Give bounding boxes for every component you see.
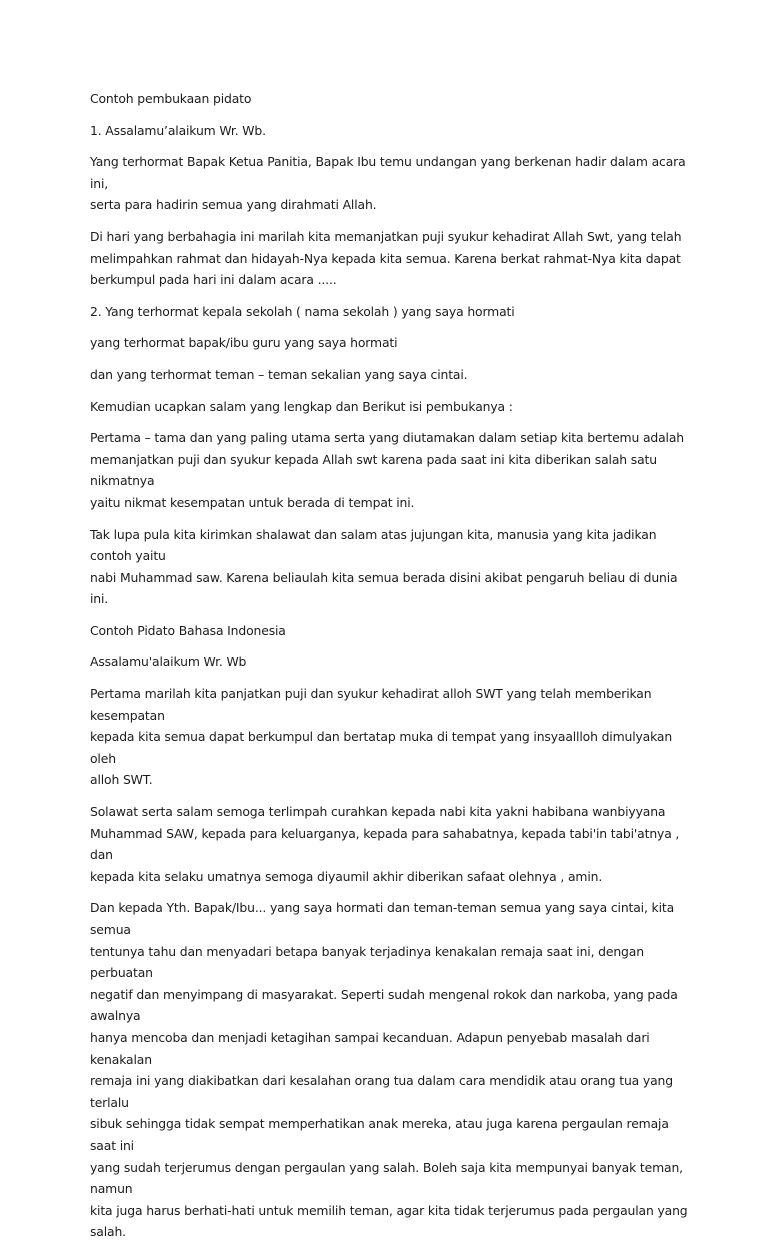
line-teman-teman: dan yang terhormat teman – teman sekalian yang saya cintai.	[90, 366, 468, 382]
paragraph-hari-berbahagia: Di hari yang berbahagia ini marilah kita memanjatkan puji syukur kehadirat Allah Swt, yang telah melimpahkan rahmat dan hidayah-Nya kepada kita semua. Karena berkat rahmat-Nya kita dapat berkumpul pada hari ini dalam acara .....	[90, 228, 682, 288]
heading-contoh-pembukaan: Contoh pembukaan pidato	[90, 91, 252, 106]
paragraph-solawat: Solawat serta salam semoga terlimpah curahkan kepada nabi kita yakni habibana wanbiyyana Muhammad SAW, kepada para keluarganya, kepada para sahabatnya, kepada tabi'in tabi'atnya , dan kepada kita selaku umatnya semoga diyaumil akhir diberikan safaat olehnya , amin.	[90, 804, 680, 884]
line-bapak-ibu-guru: yang terhormat bapak/ibu guru yang saya hormati	[90, 335, 398, 351]
paragraph-yang-terhormat: Yang terhormat Bapak Ketua Panitia, Bapak Ibu temu undangan yang berkenan hadir dalam acara ini, serta para hadirin semua yang dirahmati Allah.	[90, 154, 686, 213]
heading-contoh-pidato: Contoh Pidato Bahasa Indonesia	[90, 622, 286, 638]
paragraph-pertama-marilah: Pertama marilah kita panjatkan puji dan syukur kehadirat alloh SWT yang telah memberikan kesempatan kepada kita semua dapat berkumpul dan bertatap muka di tempat yang insyaallloh dimulyakan oleh alloh SWT.	[90, 686, 673, 788]
line-kepala-sekolah: 2. Yang terhormat kepala sekolah ( nama sekolah ) yang saya hormati	[90, 303, 515, 319]
document-body	[90, 88, 690, 1253]
greeting-salam-2: Assalamu'alaikum Wr. Wb	[90, 654, 247, 670]
line-ucapkan-salam: Kemudian ucapkan salam yang lengkap dan Berikut isi pembukanya :	[90, 398, 513, 414]
paragraph-shalawat: Tak lupa pula kita kirimkan shalawat dan salam atas jujungan kita, manusia yang kita jadikan contoh yaitu nabi Muhammad saw. Karena beliaulah kita semua berada disini akibat pengaruh beliau di dunia ini.	[90, 526, 678, 607]
greeting-salam: 1. Assalamu’alaikum Wr. Wb.	[90, 122, 266, 138]
paragraph-kenakalan-remaja: Dan kepada Yth. Bapak/Ibu... yang saya hormati dan teman-teman semua yang saya cintai, kita semua tentunya tahu dan menyadari betapa banyak terjadinya kenakalan remaja saat ini, dengan perbuatan negatif dan menyimpang di masyarakat. Seperti sudah mengenal rokok dan narkoba, yang pada awalnya hanya mencoba dan menjadi ketagihan sampai kecanduan. Adapun penyebab masalah dari kenakalan remaja ini yang diakibatkan dari kesalahan orang tua dalam cara mendidik atau orang tua yang terlalu sibuk sehingga tidak sempat memperhatikan anak mereka, atau juga karena pergaulan remaja saat ini yang sudah terjerumus dengan pergaulan yang salah. Boleh saja kita mempunyai banyak teman, namun kita juga harus berhati-hati untuk memilih teman, agar kita tidak terjerumus pada pergaulan yang salah.	[90, 900, 688, 1240]
paragraph-pertama-tama: Pertama – tama dan yang paling utama serta yang diutamakan dalam setiap kita bertemu adalah memanjatkan puji dan syukur kepada Allah swt karena pada saat ini kita diberikan salah satu nikmatnya yaitu nikmat kesempatan untuk berada di tempat ini.	[90, 430, 684, 510]
